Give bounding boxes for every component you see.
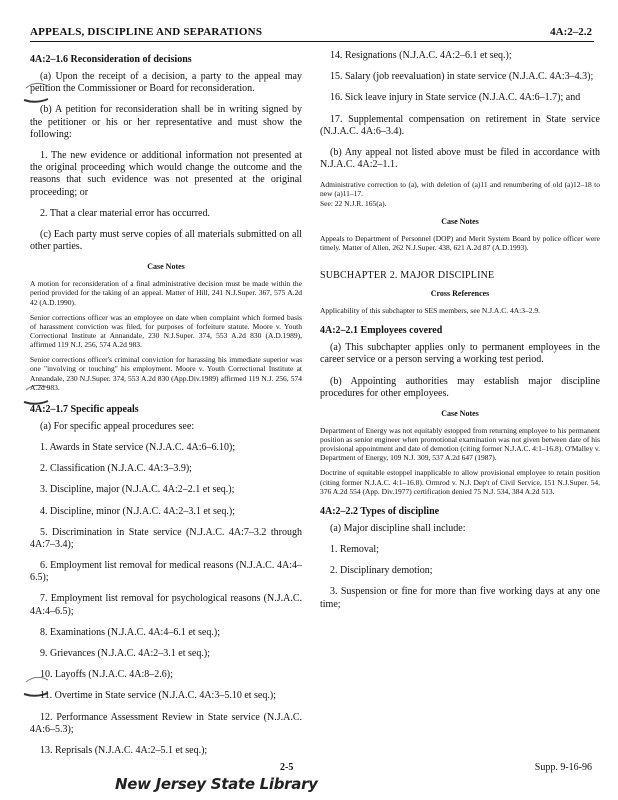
running-header-section: 4A:2–2.2 — [550, 26, 592, 38]
paragraph: (c) Each party must serve copies of all materials submitted on all other parties. — [30, 228, 302, 253]
list-item: 12. Performance Assessment Review in State service (N.J.A.C. 4A:6–5.3); — [30, 711, 302, 735]
section-title-types-of-discipline: 4A:2–2.2 Types of discipline — [320, 505, 440, 517]
list-item: 17. Supplemental compensation on retirement in State service (N.J.A.C. 4A:6–3.4). — [320, 113, 600, 137]
case-note: Senior corrections officer's criminal conviction for harassing his immediate superior was one "involving or touching" his employment. Moore v. Youth Correctional Institute at Annandale, 230 N.J.Super. 374, 553 A.2d 830 (App.Div.1989) affirmed 119 N.J. 256, 574 A.2d 983. — [30, 355, 302, 392]
list-item: 4. Discipline, minor (N.J.A.C. 4A:2–3.1 et seq.); — [40, 505, 235, 517]
cross-references-heading: Cross References — [430, 289, 490, 299]
paragraph: (a) For specific appeal procedures see: — [40, 420, 195, 432]
case-note: Department of Energy was not equitably estopped from returning employee to his permanent position as senior engineer when promotional examination was not given between date of his provisional appointment and date of demotion (citing former N.J.A.C. 4:1–16.8). O'Malley v. Department of Energy, 109 N.J. 309, 537 A.2d 647 (1987). — [320, 425, 600, 463]
list-item: 2. That a clear material error has occurred. — [40, 207, 210, 219]
case-note: Appeals to Department of Personnel (DOP) and Merit System Board by police officer were timely. Matter of Allen, 262 N.J.Super. 438, 621 A.2d 87 (A.D.1993). — [320, 233, 600, 252]
list-item: 13. Reprisals (N.J.A.C. 4A:2–5.1 et seq.); — [40, 744, 208, 756]
section-title-reconsideration: 4A:2–1.6 Reconsideration of decisions — [30, 54, 192, 65]
supplement-date: Supp. 9-16-96 — [534, 762, 592, 773]
section-title-employees-covered: 4A:2–2.1 Employees covered — [320, 325, 443, 337]
left-column — [30, 50, 302, 766]
running-header-title: APPEALS, DISCIPLINE AND SEPARATIONS — [30, 26, 263, 38]
subchapter-heading: SUBCHAPTER 2. MAJOR DISCIPLINE — [320, 270, 495, 282]
case-notes-heading: Case Notes — [147, 262, 185, 272]
page-number: 2-5 — [280, 762, 294, 773]
paragraph: (b) Any appeal not listed above must be filed in accordance with N.J.A.C. 4A:2–1.1. — [320, 146, 600, 171]
section-title-specific-appeals: 4A:2–1.7 Specific appeals — [30, 403, 139, 415]
list-item: 1. Awards in State service (N.J.A.C. 4A:6–6.10); — [40, 441, 236, 453]
case-note: A motion for reconsideration of a final administrative decision must be made within the period provided for the taking of an appeal. Matter of Hill, 241 N.J.Super. 367, 575 A.2d 42 (A.D.1990). — [30, 279, 302, 307]
list-item: 6. Employment list removal for medical reasons (N.J.A.C. 4A:4–6.5); — [30, 560, 302, 584]
cross-reference: Applicability of this subchapter to SES members, see N.J.A.C. 4A:3–2.9. — [320, 306, 540, 316]
list-item: 7. Employment list removal for psychological reasons (N.J.A.C. 4A:4–6.5); — [30, 593, 302, 617]
see-reference: See: 22 N.J.R. 165(a). — [320, 198, 387, 208]
list-item: 3. Suspension or fine for more than five working days at any one time; — [320, 586, 600, 610]
case-notes-heading: Case Notes — [441, 216, 479, 226]
header-rule — [30, 41, 594, 42]
right-column — [320, 50, 600, 620]
list-item: 10. Layoffs (N.J.A.C. 4A:8–2.6); — [40, 669, 173, 681]
list-item: 1. Removal; — [330, 544, 379, 556]
administrative-correction-note: Administrative correction to (a), with deletion of (a)11 and renumbering of old (a)12–18 to new (a)11–17. — [320, 180, 600, 199]
paragraph: (a) Upon the receipt of a decision, a party to the appeal may petition the Commissioner or Board for reconsideration. — [30, 71, 302, 95]
paragraph: (b) A petition for reconsideration shall be in writing signed by the petitioner or his or her representative and must show the following: — [30, 104, 302, 140]
case-note: Senior corrections officer was an employee on date when complaint which formed basis of harassment conviction was filed, for purposes of forfeiture statute. Moore v. Youth Correctional Institute at Annandale, 230 N.J.Super. 374, 553 A.2d 830 (A.D.1989), affirmed 119 N.J. 256, 574 A.2d 983. — [30, 312, 302, 350]
paragraph: (a) Major discipline shall include: — [330, 522, 466, 534]
paragraph: (b) Appointing authorities may establish major discipline procedures for other employees. — [320, 375, 600, 399]
list-item: 1. The new evidence or additional information not presented at the original proceeding which would change the outcome and the reasons that such evidence was not presented at the original proceeding; or — [30, 149, 302, 198]
list-item: 15. Salary (job reevaluation) in state service (N.J.A.C. 4A:3–4.3); — [330, 71, 594, 83]
library-stamp: New Jersey State Library — [115, 775, 318, 793]
list-item: 2. Disciplinary demotion; — [330, 565, 433, 577]
list-item: 11. Overtime in State service (N.J.A.C. 4A:3–5.10 et seq.); — [40, 690, 276, 702]
list-item: 2. Classification (N.J.A.C. 4A:3–3.9); — [40, 463, 192, 475]
list-item: 5. Discrimination in State service (N.J.A.C. 4A:7–3.2 through 4A:7–3.4); — [30, 526, 302, 550]
case-notes-heading: Case Notes — [441, 408, 479, 418]
list-item: 16. Sick leave injury in State service (N.J.A.C. 4A:6–1.7); and — [330, 92, 581, 104]
case-note: Doctrine of equitable estoppel inapplicable to allow provisional employee to retain position (citing former N.J.A.C. 4:1–16.8). Ormrod v. N.J. Dep't of Civil Service, 151 N.J.Super. 54, 376 A.2d 554 (App. Div.1977) certification denied 75 N.J. 534, 384 A.2d 513. — [320, 468, 600, 496]
paragraph: (a) This subchapter applies only to permanent employees in the career service or a person serving a working test period. — [320, 342, 600, 366]
list-item: 3. Discipline, major (N.J.A.C. 4A:2–2.1 et seq.); — [40, 484, 235, 496]
list-item: 8. Examinations (N.J.A.C. 4A:4–6.1 et seq.); — [40, 626, 220, 638]
list-item: 14. Resignations (N.J.A.C. 4A:2–6.1 et seq.); — [330, 50, 512, 61]
list-item: 9. Grievances (N.J.A.C. 4A:2–3.1 et seq.); — [40, 648, 210, 660]
